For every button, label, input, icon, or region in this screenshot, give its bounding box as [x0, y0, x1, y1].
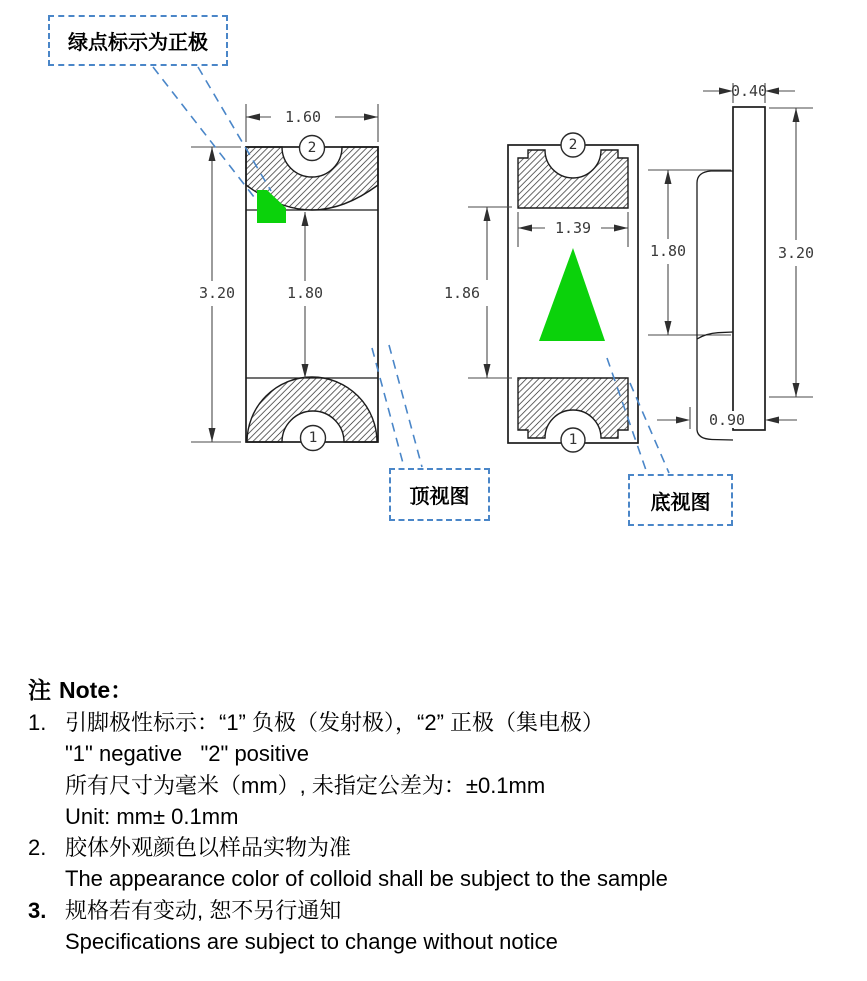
note-3-marker: 3.: [28, 897, 47, 923]
dim-side-thickness-value: 0.40: [730, 82, 768, 100]
dim-pad-gap-bottom-view-value: 1.86: [443, 284, 481, 302]
pin1-marker-label: 1: [308, 430, 318, 446]
pin2-marker-label: 2: [568, 137, 578, 153]
note-2-line-2: The appearance color of colloid shall be subject to the sample: [65, 866, 668, 892]
dim-pad-width-bottom-view: [518, 212, 628, 247]
notes-heading: [28, 674, 838, 707]
dim-pad-width-bottom-view-value: 1.39: [554, 219, 592, 237]
top-view-label: [389, 468, 490, 521]
dim-side-bottom-width: [657, 407, 797, 429]
dim-pad-gap-top-view-value: 1.80: [286, 284, 324, 302]
top-view-label-text: 顶视图: [409, 486, 470, 508]
dim-top-width-value: 1.60: [284, 108, 322, 126]
bottom-view-leader-2: [630, 383, 669, 473]
pin2-marker-label: 2: [307, 140, 317, 156]
top-view-leader-1: [372, 348, 404, 467]
pin1-marker-label: 1: [568, 432, 578, 448]
dim-pad-gap-bottom-view: [444, 207, 512, 378]
dim-overall-height: [191, 147, 241, 442]
dim-side-thickness: [703, 82, 795, 103]
side-view-lead-profile: [697, 171, 733, 440]
note-1-marker: 1.: [28, 710, 47, 735]
note-1-line-2: "1" negative "2" positive: [65, 741, 310, 767]
green-dot-leader-1: [153, 67, 254, 197]
top-view-leader-2: [389, 345, 422, 467]
dim-overall-height-value: 3.20: [198, 284, 236, 302]
notes-heading-cjk: 注: [28, 677, 51, 703]
note-2-line-1: 2. 胶体外观颜色以样品实物为准: [28, 832, 838, 863]
dim-lead-span-value: 1.80: [649, 242, 687, 260]
dim-pad-gap-top-view: [287, 212, 323, 378]
green-dot-callout: [48, 15, 228, 66]
green-polarity-triangle: [539, 248, 605, 341]
top-view-drawing: [191, 104, 378, 451]
dim-side-height: [769, 108, 814, 397]
notes-heading-en: Note：: [59, 677, 134, 703]
note-1-line-4: Unit: mm± 0.1mm: [65, 803, 239, 829]
bottom-view-label: [628, 474, 733, 526]
bottom-view-upper-pad: [518, 150, 628, 208]
notes-section: [28, 674, 838, 957]
dim-side-height-value: 3.20: [777, 244, 815, 262]
note-3-line-1: 3. 规格若有变动, 恕不另行通知: [28, 895, 838, 926]
note-3-line-2: Specifications are subject to change without notice: [65, 929, 558, 955]
note-2-marker: 2.: [28, 835, 47, 861]
bottom-view-label-text: 底视图: [650, 491, 711, 514]
bottom-view-drawing: [444, 133, 638, 452]
dim-side-bottom-width-value: 0.90: [708, 411, 746, 429]
note-1-line-3: 所有尺寸为毫米（mm）, 未指定公差为：±0.1mm: [65, 772, 546, 798]
green-dot-callout-label: 绿点标示为正极: [68, 32, 208, 54]
note-1-line-1: 1. 引脚极性标示：“1” 负极（发射极），“2” 正极（集电极）: [28, 707, 838, 738]
dim-lead-span-side-view: [648, 170, 731, 335]
side-view-body-outline: [733, 107, 765, 430]
side-view-drawing: [657, 82, 814, 440]
